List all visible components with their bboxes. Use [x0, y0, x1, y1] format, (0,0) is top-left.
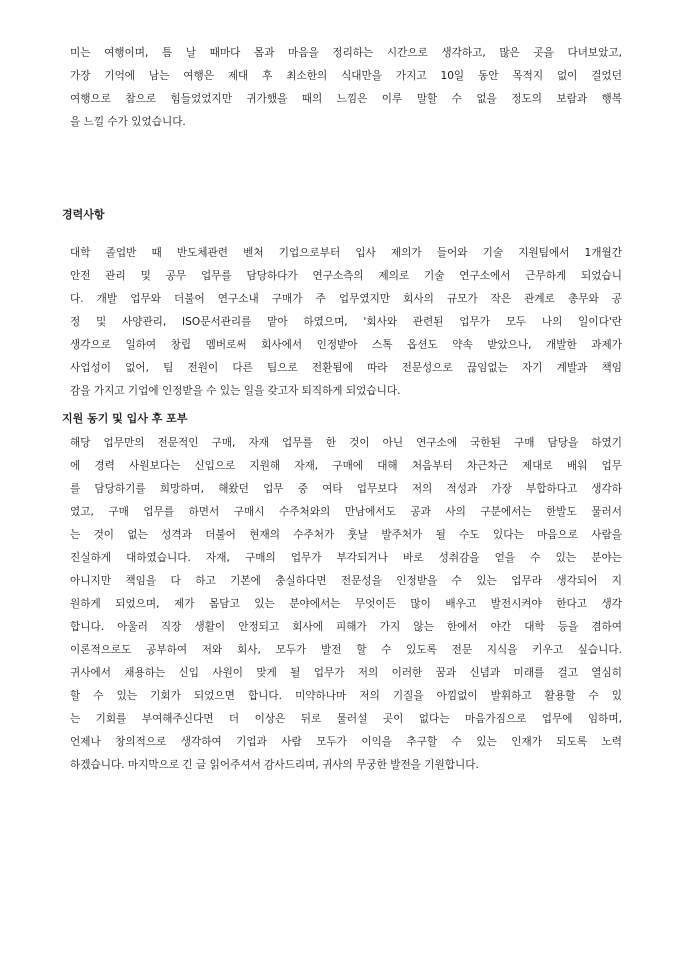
paragraph-line: 귀사에서 채용하는 신입 사원이 맞게 될 업무가 저의 이러한 꿈과 신념과 미래를 걸고 열심히: [70, 667, 622, 679]
paragraph-line: 할 수 있는 기회가 되었으면 합니다. 미약하나마 저의 기질을 아낌없이 발휘하고 활용할 수 있: [70, 690, 622, 702]
paragraph-line: 이론적으로도 공부하여 저와 회사, 모두가 발전 할 수 있도록 전문 지식을 키우고 싶습니다.: [70, 644, 622, 656]
motive-heading: 지원 동기 및 입사 후 포부: [62, 412, 188, 425]
paragraph-line: 여행으로 참으로 힘들었었지만 귀가했을 때의 느낌은 이루 말할 수 없을 정도의 보람과 행복: [70, 93, 622, 105]
paragraph-line: 가장 기억에 남는 여행은 제대 후 최소한의 식대만을 가지고 10일 동안 목적지 없이 걸었던: [70, 70, 622, 82]
paragraph-line: 합니다. 아울러 직장 생활이 안정되고 회사에 피해가 가지 않는 한에서 야간 대학 등을 겸하여: [70, 621, 622, 633]
career-paragraph: [70, 242, 622, 403]
paragraph-line: 진실하게 대하였습니다. 자재, 구매의 업무가 부각되거나 바로 성취감을 얻을 수 있는 분야는: [70, 552, 622, 564]
paragraph-line: 하겠습니다. 마지막으로 긴 글 읽어주셔서 감사드리며, 귀사의 무궁한 발전을 기원합니다.: [70, 759, 479, 771]
paragraph-line: 대학 졸업반 때 반도체관련 벤처 기업으로부터 입사 제의가 들어와 기술 지원팀에서 1개월간: [70, 247, 622, 259]
paragraph-line: 정 및 사양관리, ISO문서관리를 맡아 하였으며, '회사와 관련된 업무가 모두 나의 일이다'란: [70, 316, 622, 328]
intro-paragraph: [70, 42, 622, 134]
motive-paragraph: [70, 432, 622, 777]
paragraph-line: 언제나 창의적으로 생각하여 기업과 사람 모두가 이익을 추구할 수 있는 인재가 되도록 노력: [70, 736, 622, 748]
career-heading: 경력사항: [62, 208, 105, 221]
paragraph-line: 는 것이 없는 성격과 더불어 현재의 수주처가 훗날 발주처가 될 수도 있다는 마음으로 사람을: [70, 529, 622, 541]
paragraph-line: 는 기회를 부여해주신다면 더 이상은 뒤로 물러설 곳이 없다는 마음가짐으로 업무에 임하며,: [70, 713, 622, 725]
paragraph-line: 다. 개발 업무와 더불어 연구소내 구매가 주 업무였지만 회사의 규모가 작은 관계로 총무와 공: [70, 293, 622, 305]
paragraph-line: 에 경력 사원보다는 신입으로 지원해 자재, 구매에 대해 처음부터 차근차근 제대로 배워 업무: [70, 460, 622, 472]
paragraph-line: 미는 여행이며, 틈 날 때마다 몸과 마음을 정리하는 시간으로 생각하고, 많은 곳을 다녀보았고,: [70, 47, 622, 59]
paragraph-line: 을 느낄 수가 있었습니다.: [70, 116, 186, 128]
paragraph-line: 였고, 구매 업무를 하면서 구매시 수주처와의 만남에서도 공과 사의 구분에서는 한발도 물러서: [70, 506, 622, 518]
paragraph-line: 사업성이 없어, 팀 전원이 다른 팀으로 전환됨에 따라 전문성으로 끊임없는 자기 계발과 책임: [70, 362, 622, 374]
paragraph-line: 를 담당하기를 희망하며, 해왔던 업무 중 여타 업무보다 저의 적성과 가장 부합하다고 생각하: [70, 483, 622, 495]
paragraph-line: 감을 가지고 기업에 인정받을 수 있는 일을 갖고자 퇴직하게 되었습니다.: [70, 385, 401, 397]
paragraph-line: 원하게 되었으며, 제가 몸담고 있는 분야에서는 무엇이든 많이 배우고 발전시켜야 한다고 생각: [70, 598, 622, 610]
paragraph-line: 안전 관리 및 공무 업무를 담당하다가 연구소측의 제의로 기술 연구소에서 근무하게 되었습니: [70, 270, 622, 282]
paragraph-line: 해당 업무만의 전문적인 구매, 자재 업무를 한 것이 아닌 연구소에 국한된 구매 담당을 하였기: [70, 437, 622, 449]
paragraph-line: 생각으로 일하여 창립 멤버로써 회사에서 인정받아 스톡 옵션도 약속 받았으나, 개발한 과제가: [70, 339, 622, 351]
paragraph-line: 아니지만 책임을 다 하고 기본에 충실하다면 전문성을 인정받을 수 있는 업무라 생각되어 지: [70, 575, 622, 587]
